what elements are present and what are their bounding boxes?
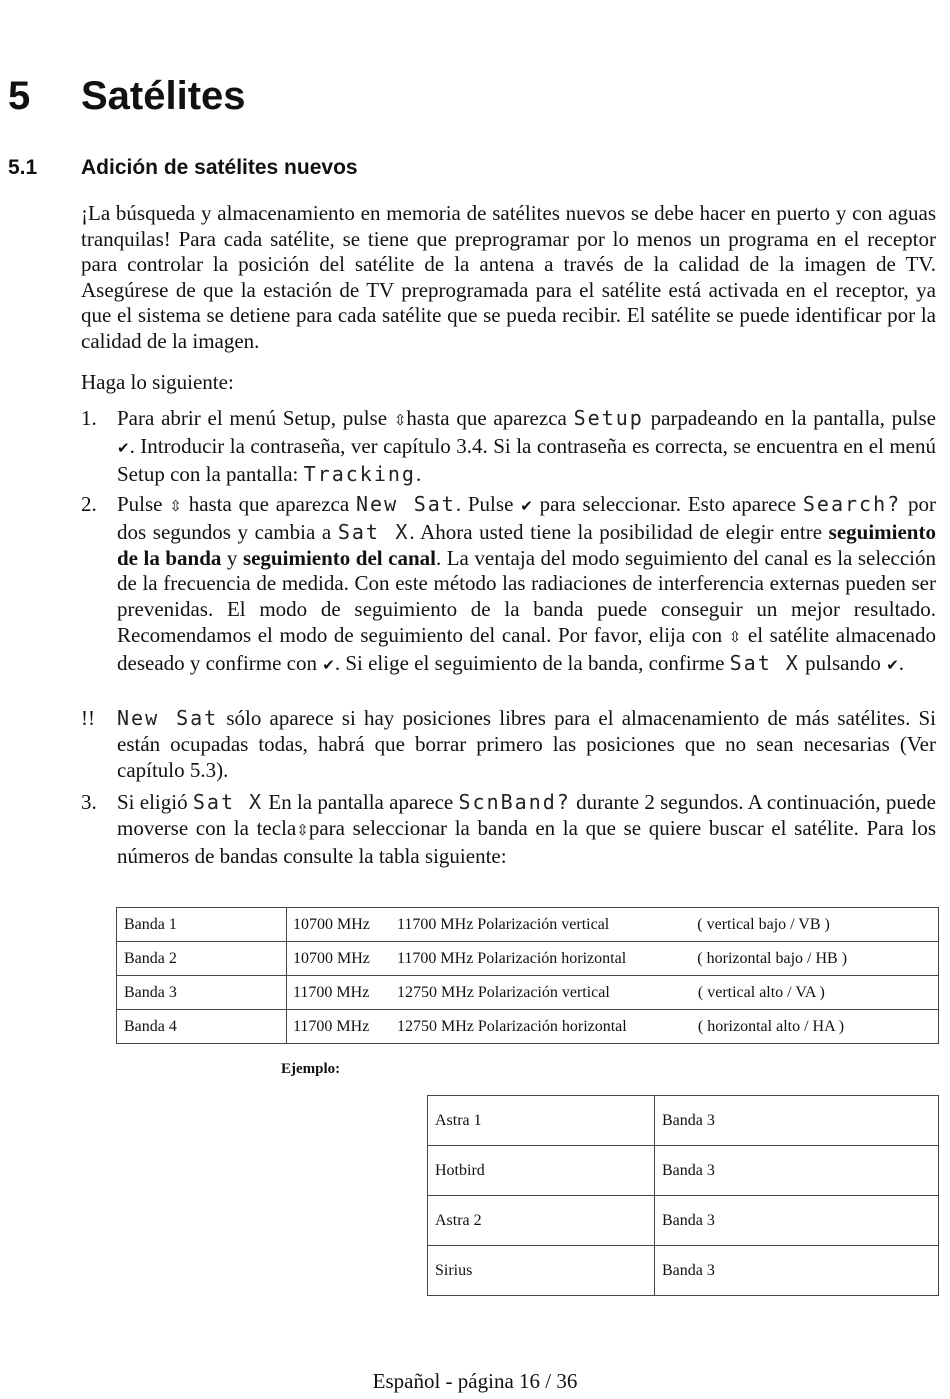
step-text: hasta que aparezca <box>181 492 356 516</box>
table-row <box>428 1246 939 1296</box>
checkmark-icon: ✔ <box>520 497 533 515</box>
step-marker: 2. <box>81 492 97 516</box>
table-row <box>117 908 939 942</box>
note-text: sólo aparece si hay posiciones libres para el almacenamiento de más satélites. Si están ocupadas todas, habrá que borrar primero las posiciones que no sean necesarias (Ver capítulo 5.3). <box>117 706 936 782</box>
step-text: durante 2 segundos. A continuación, puede moverse con la tecla <box>117 790 936 840</box>
step-text: pulsando <box>799 650 887 675</box>
step-text: En la pantalla aparece <box>263 790 459 814</box>
checkmark-icon: ✔ <box>322 655 335 674</box>
lcd-display-text: Sat X <box>729 650 800 675</box>
section-heading <box>8 154 358 182</box>
polarization: Polarización vertical <box>477 983 610 1001</box>
chapter-heading <box>8 70 246 122</box>
band-cell: Banda 3 <box>117 976 287 1010</box>
section-number: 5.1 <box>8 156 38 179</box>
band-cell: Banda 3 <box>655 1196 939 1246</box>
step-text: . Pulse <box>455 492 521 516</box>
band-cell: Banda 3 <box>655 1246 939 1296</box>
step-text: . La ventaja del modo seguimiento del canal es la selección de la frecuencia de medida. Con este método las radiaciones de interferencia externas pueden ser prevenidas. El modo de seguimiento de la banda puede conseguir un mejor resultado. Recomendamos el modo de seguimiento del canal. Por favor, elija con <box>117 545 937 647</box>
step-3 <box>81 790 936 869</box>
band-spec-cell <box>287 976 939 1010</box>
up-down-arrows-icon: ⇳ <box>393 411 407 429</box>
step-2 <box>81 492 936 679</box>
step-text: y <box>221 545 243 570</box>
step-text: . Si elige el seguimiento de la banda, confirme <box>334 650 730 675</box>
lcd-display-text: ScnBand? <box>458 790 571 814</box>
lcd-display-text: Setup <box>573 406 644 430</box>
lcd-display-text: Search? <box>802 492 902 516</box>
up-down-arrows-icon: ⇳ <box>296 820 309 839</box>
example-table <box>427 1095 939 1296</box>
table-row <box>428 1196 939 1246</box>
freq-high: 12750 MHz <box>397 983 474 1001</box>
table-row <box>117 942 939 976</box>
freq-high: 11700 MHz <box>397 915 474 933</box>
lcd-display-text: New Sat <box>355 492 456 516</box>
chapter-title: Satélites <box>81 74 246 118</box>
up-down-arrows-icon: ⇳ <box>169 497 182 515</box>
lcd-display-text: Tracking <box>303 461 416 486</box>
freq-low: 10700 MHz <box>293 949 370 967</box>
band-code: ( horizontal alto / HA ) <box>697 1017 845 1035</box>
band-code: ( horizontal bajo / HB ) <box>697 949 848 967</box>
example-label: Ejemplo: <box>281 1061 341 1077</box>
intro-paragraph: ¡La búsqueda y almacenamiento en memoria de satélites nuevos se debe hacer en puerto y con aguas tranquilas! Para cada satélite, se tiene que preprogramar por lo menos un programa en el receptor para controlar la posición del satélite de la antena a través de la calidad de la imagen de TV. Asegúrese de que la estación de TV preprogramada para el satélite está activada en el receptor, ya que el sistema se detiene para cada satélite que se pueda recibir. El satélite se puede identificar por la calidad de la imagen. <box>81 201 936 353</box>
step-text: Si eligió <box>117 790 193 814</box>
band-spec-cell <box>287 1010 939 1044</box>
step-text: el satélite almacenado deseado y confirme con <box>117 622 936 675</box>
band-cell: Banda 2 <box>117 942 287 976</box>
page-footer: Español - página 16 / 36 <box>372 1369 578 1393</box>
step-1 <box>81 406 936 487</box>
step-marker: 1. <box>81 406 97 430</box>
note-item <box>81 706 936 783</box>
band-cell: Banda 3 <box>655 1146 939 1196</box>
step-text: . <box>415 461 422 486</box>
polarization: Polarización horizontal <box>477 1017 627 1035</box>
bold-term: seguimiento de la banda <box>117 519 936 570</box>
satellite-cell: Hotbird <box>428 1146 655 1196</box>
table-row <box>117 1010 939 1044</box>
step-text: parpadeando en la pantalla, pulse <box>643 406 937 430</box>
table-row <box>117 976 939 1010</box>
polarization: Polarización horizontal <box>477 949 627 967</box>
band-cell: Banda 1 <box>117 908 287 942</box>
bold-term: seguimiento del canal <box>242 545 436 570</box>
polarization: Polarización vertical <box>477 915 610 933</box>
step-marker: 3. <box>81 790 97 814</box>
band-spec-cell <box>287 942 939 976</box>
band-cell: Banda 4 <box>117 1010 287 1044</box>
checkmark-icon: ✔ <box>117 438 130 457</box>
checkmark-icon: ✔ <box>886 655 899 674</box>
step-text: . Ahora usted tiene la posibilidad de elegir entre <box>409 519 829 544</box>
chapter-number: 5 <box>8 74 31 118</box>
freq-high: 11700 MHz <box>397 949 474 967</box>
freq-low: 10700 MHz <box>293 915 370 933</box>
freq-high: 12750 MHz <box>397 1017 474 1035</box>
lcd-display-text: Sat X <box>192 790 264 814</box>
step-text: por dos segundos y cambia a <box>117 492 936 544</box>
band-cell: Banda 3 <box>655 1096 939 1146</box>
freq-low: 11700 MHz <box>293 983 370 1001</box>
step-text: . Introducir la contraseña, ver capítulo 3.4. Si la contraseña es correcta, se encuentra en el menú Setup con la pantalla: <box>117 433 936 486</box>
step-text: Pulse <box>117 492 170 516</box>
note-marker: !! <box>81 706 95 730</box>
up-down-arrows-icon: ⇳ <box>728 627 742 646</box>
satellite-cell: Sirius <box>428 1246 655 1296</box>
step-text: para seleccionar la banda en la que se quiere buscar el satélite. Para los números de bandas consulte la tabla siguiente: <box>117 815 937 868</box>
freq-low: 11700 MHz <box>293 1017 370 1035</box>
satellite-cell: Astra 2 <box>428 1196 655 1246</box>
instructions-lead: Haga lo siguiente: <box>81 370 234 394</box>
lcd-display-text: New Sat <box>117 706 219 730</box>
band-spec-cell <box>287 908 939 942</box>
band-code: ( vertical alto / VA ) <box>697 983 825 1001</box>
table-row <box>428 1146 939 1196</box>
step-text: hasta que aparezca <box>406 406 574 430</box>
section-title: Adición de satélites nuevos <box>81 156 358 179</box>
lcd-display-text: Sat X <box>337 519 410 544</box>
satellite-cell: Astra 1 <box>428 1096 655 1146</box>
table-row <box>428 1096 939 1146</box>
bands-table <box>116 907 939 1044</box>
step-text: para seleccionar. Esto aparece <box>532 492 803 516</box>
step-text: . <box>898 650 905 675</box>
band-code: ( vertical bajo / VB ) <box>697 915 830 933</box>
step-text: Para abrir el menú Setup, pulse <box>117 406 394 430</box>
